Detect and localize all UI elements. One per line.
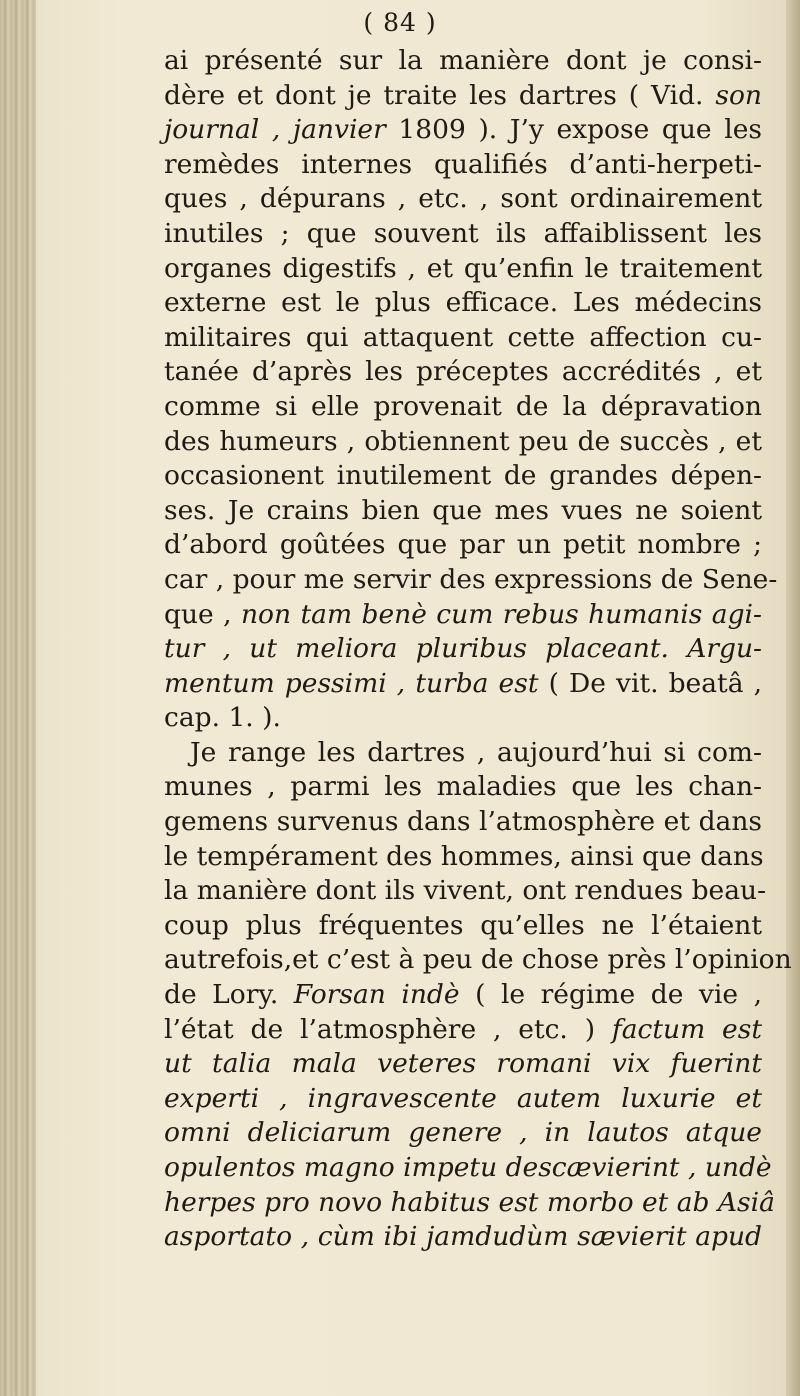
italic-text: Forsan indè [293,979,460,1011]
text-segment: cap. 1. ). [164,702,281,734]
text-line [164,563,778,598]
text-segment: tanée d’après les préceptes accrédités , et [164,356,762,388]
text-line [164,390,762,425]
text-line [164,1116,762,1151]
page-number: ( 84 ) [363,8,437,37]
text-line [164,1151,772,1186]
text-line [164,909,762,944]
body-text [164,44,792,1255]
italic-text: factum est [611,1013,762,1045]
text-line [164,321,762,356]
text-segment: car , pour me servir des expressions de Sene- [164,563,778,595]
text-segment: gemens survenus dans l’atmosphère et dans [164,806,762,838]
italic-text: non tam benè cum rebus humanis agi- [240,598,762,630]
text-segment: munes , parmi les maladies que les chan- [164,771,762,803]
text-segment: de Lory. [164,979,294,1011]
text-segment: le tempérament des hommes, ainsi que dans [164,840,764,872]
text-line [164,667,762,702]
italic-text: ut talia mala veteres romani vix fuerint [164,1048,762,1080]
text-segment: ai présenté sur la manière dont je consi- [164,45,762,76]
text-segment: Je range les dartres , aujourd’hui si com- [190,736,762,768]
text-segment: ( le régime de vie , [459,979,762,1011]
text-line [164,494,762,529]
text-line [164,1013,762,1048]
text-segment: externe est le plus efficace. Les médecins [164,287,762,319]
text-segment: inutiles ; que souvent ils affaiblissent les [164,217,762,249]
text-segment: que , [164,598,241,630]
text-segment: dère et dont je traite les dartres ( Vid. [164,79,716,111]
text-segment: organes digestifs , et qu’enfin le traitement [164,252,762,284]
text-line [164,148,762,183]
text-segment: remèdes internes qualifiés d’anti-herpeti- [164,148,762,180]
text-line [164,701,762,736]
text-segment: d’abord goûtées que par un petit nombre ; [164,529,762,561]
text-segment: 1809 ). J’y expose que les [385,114,762,146]
italic-text: opulentos magno impetu descævierint , undè [164,1152,772,1183]
text-segment: occasionent inutilement de grandes dépen- [164,460,762,492]
text-segment: ques , dépurans , etc. , sont ordinairement [164,183,762,215]
text-segment: l’état de l’atmosphère , etc. ) [164,1013,612,1045]
text-line [164,425,762,460]
text-line [164,770,762,805]
italic-text: tur , ut meliora pluribus placeant. Argu- [164,633,762,665]
page-gutter [0,0,36,1396]
italic-text: son [715,79,762,111]
text-line [164,252,762,287]
text-segment: des humeurs , obtiennent peu de succès , et [164,425,762,457]
page-edge [786,0,800,1396]
text-segment: ses. Je crains bien que mes vues ne soient [164,494,762,526]
text-line [164,1186,775,1221]
text-segment: coup plus fréquentes qu’elles ne l’étaient [164,909,762,941]
text-segment: militaires qui attaquent cette affection cu- [164,321,762,353]
text-segment: comme si elle provenait de la dépravation [164,390,762,422]
italic-text: herpes pro novo habitus est morbo et ab Asiâ [164,1186,775,1218]
text-line [164,355,762,390]
text-line [164,1047,762,1082]
text-line [164,1220,762,1255]
text-line [164,79,762,114]
text-line [164,286,762,321]
text-line [164,978,762,1013]
text-line [164,943,792,978]
italic-text: experti , ingravescente autem luxurie et [164,1082,762,1114]
text-line [164,217,762,252]
text-line [164,736,762,771]
text-line [164,1082,762,1117]
italic-text: omni deliciarum genere , in lautos atque [164,1117,762,1149]
text-line [164,113,762,148]
italic-text: journal , janvier [164,114,386,146]
italic-text: asportato , cùm ibi jamdudùm sævierit apud [164,1221,762,1253]
text-line [164,459,762,494]
text-line [164,598,762,633]
text-segment: autrefois,et c’est à peu de chose près l’opinion [164,944,792,976]
text-segment: la manière dont ils vivent, ont rendues beau- [164,875,767,907]
text-line [164,874,767,909]
text-segment: ( De vit. beatâ , [538,667,762,699]
text-line [164,805,762,840]
text-line [164,840,762,875]
text-line [164,528,762,563]
text-line [164,44,762,79]
text-line [164,632,762,667]
text-line [164,182,762,217]
italic-text: mentum pessimi , turba est [164,667,539,699]
